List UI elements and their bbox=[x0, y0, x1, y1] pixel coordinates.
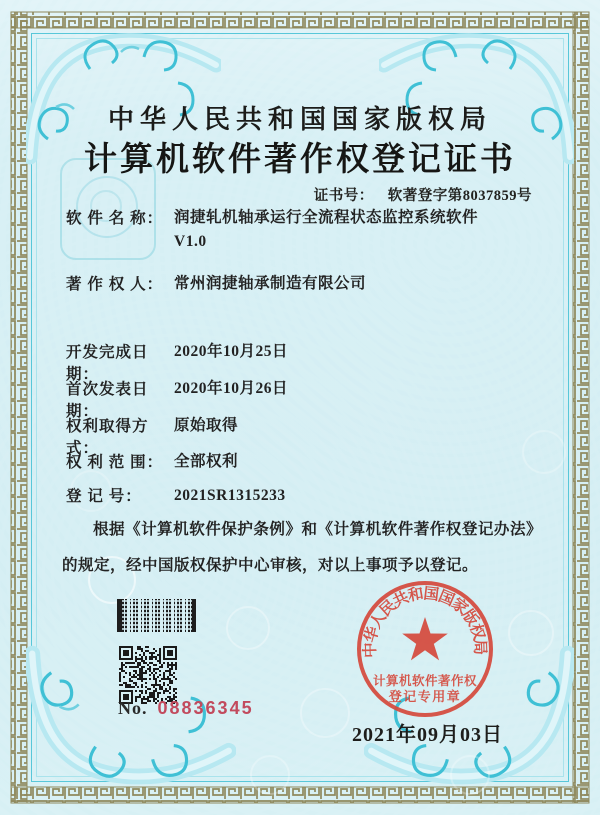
field-value: 常州润捷轴承制造有限公司 bbox=[174, 275, 367, 292]
certificate-number-value: 软著登字第8037859号 bbox=[387, 188, 532, 204]
field-value bbox=[174, 206, 478, 254]
certificate-number-label: 证书号： bbox=[313, 188, 374, 204]
field-value: 2020年10月26日 bbox=[174, 380, 289, 397]
software-name: 润捷轧机轴承运行全流程状态监控系统软件 bbox=[174, 209, 479, 226]
watermark-ring bbox=[300, 688, 350, 738]
watermark-ring bbox=[250, 755, 290, 795]
certificate-title: 计算机软件著作权登记证书 bbox=[84, 142, 516, 178]
qr-code-icon bbox=[119, 646, 177, 704]
watermark-ring bbox=[450, 755, 490, 795]
seal-star-icon bbox=[402, 617, 448, 660]
field-row-software-name bbox=[66, 206, 544, 254]
watermark-ring bbox=[508, 610, 554, 656]
field-label: 登 记 号： bbox=[66, 488, 142, 505]
field-row-rights-scope bbox=[66, 450, 544, 474]
authority-title: 中华人民共和国国家版权局 bbox=[107, 105, 492, 134]
seal-ring-text: 中华人民共和国国家版权局 bbox=[361, 585, 489, 659]
field-label: 权利取得方式： bbox=[66, 418, 149, 457]
pdf417-barcode-icon bbox=[117, 599, 196, 632]
field-label: 开发完成日期： bbox=[66, 344, 149, 383]
serial-number-line bbox=[118, 698, 254, 719]
certificate-number-line bbox=[314, 184, 532, 205]
watermark-ring bbox=[226, 606, 270, 650]
field-label: 权 利 范 围： bbox=[66, 454, 164, 471]
serial-number-value: 08836345 bbox=[157, 698, 254, 718]
field-row-copyright-owner bbox=[66, 272, 544, 296]
field-label: 著 作 权 人： bbox=[66, 276, 164, 293]
field-label: 软 件 名 称： bbox=[66, 210, 164, 227]
field-label: 首次发表日期： bbox=[66, 381, 149, 420]
field-value: 2021SR1315233 bbox=[174, 487, 286, 504]
serial-number-label: No. bbox=[118, 698, 148, 718]
field-value: 原始取得 bbox=[174, 417, 239, 434]
registration-statement: 根据《计算机软件保护条例》和《计算机软件著作权登记办法》的规定，经中国版权保护中心审核，对以上事项予以登记。 bbox=[62, 521, 542, 574]
issue-date: 2021年09月03日 bbox=[352, 724, 503, 746]
field-value: 全部权利 bbox=[174, 453, 239, 470]
software-version: V1.0 bbox=[174, 233, 207, 250]
official-seal bbox=[353, 577, 497, 721]
seal-line2: 登记专用章 bbox=[388, 689, 462, 704]
field-row-registration-number bbox=[66, 484, 544, 508]
seal-line1: 计算机软件著作权 bbox=[372, 674, 478, 688]
field-value: 2020年10月25日 bbox=[174, 343, 289, 360]
